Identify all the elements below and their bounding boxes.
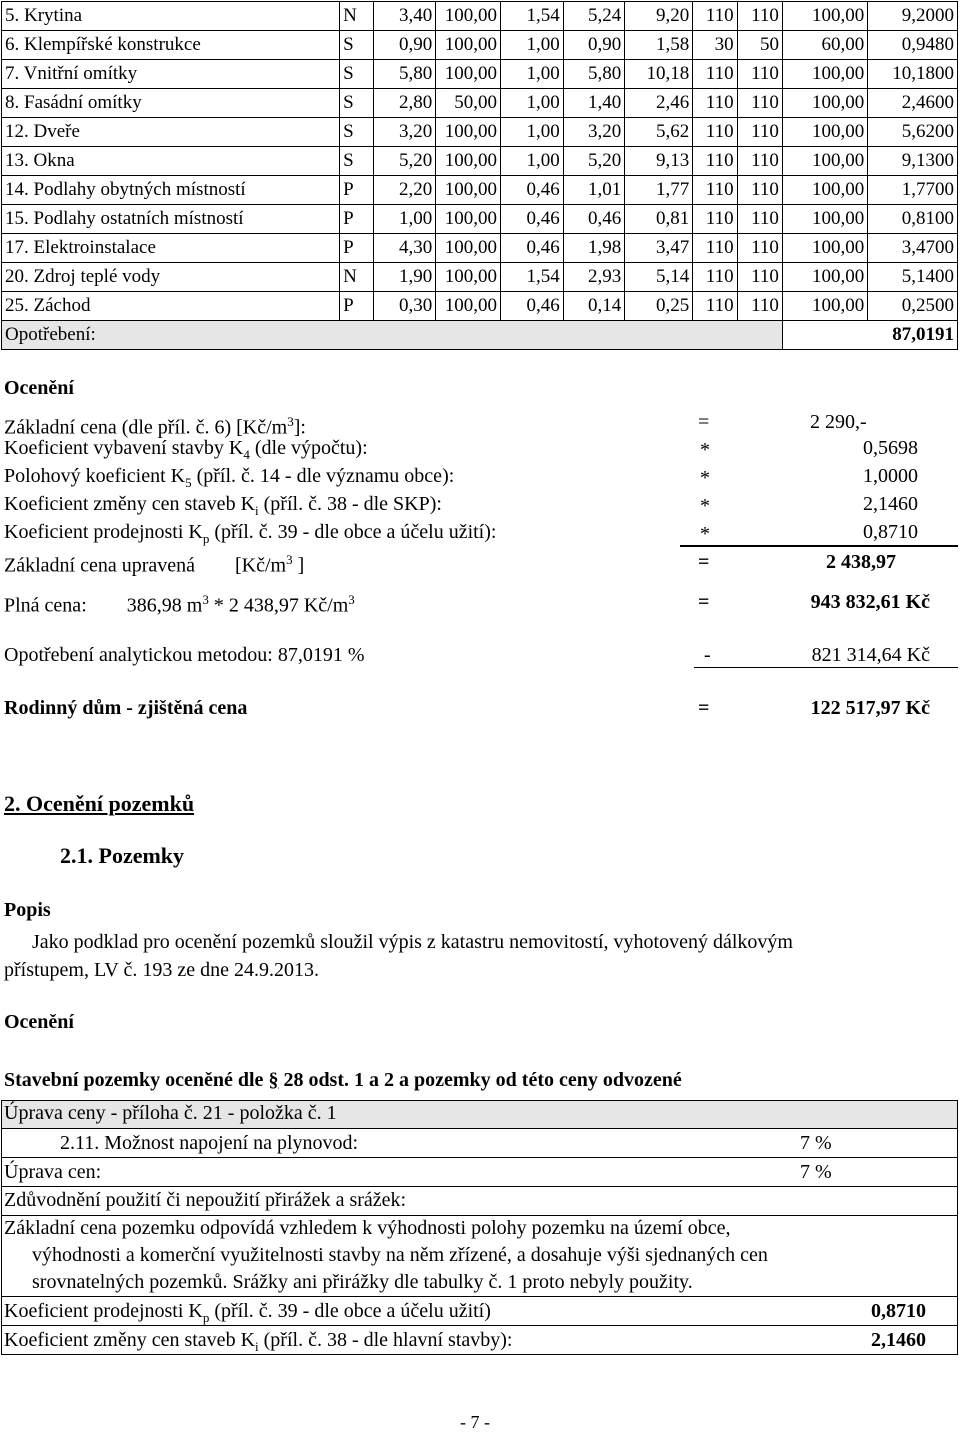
kp-op: * xyxy=(700,523,710,545)
wear-row-cell: 0,46 xyxy=(501,234,564,263)
wear-row-cell: 110 xyxy=(693,176,737,205)
wear-row-name: 8. Fasádní omítky xyxy=(2,89,340,118)
wear-row-cell: 5,20 xyxy=(563,147,625,176)
wear-row-cell: 100,00 xyxy=(782,205,867,234)
wear-row-cell: 2,46 xyxy=(625,89,693,118)
wear-row-name: 14. Podlahy obytných místností xyxy=(2,176,340,205)
land-kp-label: Koeficient prodejnosti $K_p$ (příl. č. 39 - dle obce a účelu užití) xyxy=(4,1300,491,1325)
wear-row-cell: 110 xyxy=(693,292,737,321)
wear-row-cell: 0,46 xyxy=(563,205,625,234)
wear-row-type: S xyxy=(340,60,373,89)
popis-heading: Popis xyxy=(4,899,51,921)
wear-row-cell: 110 xyxy=(737,60,782,89)
uprava-ceny-label: Úprava ceny - příloha č. 21 - položka č. 1 xyxy=(4,1102,337,1124)
full-price-label: Plná cena: 386,98 $m^3 * 2$ 438,97 $Kč/m^3$ xyxy=(4,592,355,617)
wear-row-cell: 1,54 xyxy=(501,263,564,292)
wear-row-cell: 0,90 xyxy=(373,31,436,60)
wear-row-cell: 1,90 xyxy=(373,263,436,292)
wear-row-cell: 0,8100 xyxy=(868,205,958,234)
valuation-heading: Ocenění xyxy=(4,377,74,399)
wear-row-cell: 100,00 xyxy=(436,31,501,60)
wear-row-cell: 10,18 xyxy=(625,60,693,89)
wear-row-cell: 100,00 xyxy=(782,176,867,205)
page-number: - 7 - xyxy=(460,1412,490,1432)
land-kp-value: 0,8710 xyxy=(871,1300,926,1322)
wear-row-cell: 0,81 xyxy=(625,205,693,234)
ki-label: Koeficient změny cen staveb $K_i$ (příl. č. 38 - dle SKP): xyxy=(4,493,442,518)
wear-row-cell: 50,00 xyxy=(436,89,501,118)
wear-row-cell: 1,40 xyxy=(563,89,625,118)
wear-row-cell: 110 xyxy=(693,263,737,292)
result-value: 122 517,97 Kč xyxy=(810,697,930,719)
wear-row-type: P xyxy=(340,292,373,321)
wear-row-cell: 100,00 xyxy=(436,60,501,89)
wear-row-cell: 3,20 xyxy=(373,118,436,147)
wear-row-cell: 100,00 xyxy=(782,234,867,263)
wear-row-cell: 2,20 xyxy=(373,176,436,205)
wear-row-cell: 110 xyxy=(737,292,782,321)
wear-row-cell: 100,00 xyxy=(436,263,501,292)
wear-row-name: 20. Zdroj teplé vody xyxy=(2,263,340,292)
wear-row-cell: 110 xyxy=(737,118,782,147)
zduvodneni-label: Zdůvodnění použití či nepoužití přirážek a srážek: xyxy=(4,1189,407,1211)
wear-row-type: P xyxy=(340,234,373,263)
wear-row-type: P xyxy=(340,176,373,205)
wear-row-cell: 100,00 xyxy=(782,292,867,321)
wear-row-cell: 1,7700 xyxy=(868,176,958,205)
k4-value: 0,5698 xyxy=(863,437,918,459)
full-price-value: 943 832,61 Kč xyxy=(810,591,930,613)
base-price-value: 2 290,- xyxy=(810,411,867,433)
wear-rule xyxy=(694,667,958,668)
wear-row-cell: 110 xyxy=(693,118,737,147)
wear-row-cell: 2,4600 xyxy=(868,89,958,118)
wear-method-value: 821 314,64 Kč xyxy=(811,644,930,666)
wear-method-label: Opotřebení analytickou metodou: 87,0191 % xyxy=(4,644,365,666)
wear-row-cell: 5,80 xyxy=(373,60,436,89)
wear-row-cell: 100,00 xyxy=(436,176,501,205)
sum-rule xyxy=(680,545,958,547)
wear-row-cell: 110 xyxy=(737,263,782,292)
wear-row xyxy=(2,89,958,118)
k4-op: * xyxy=(700,439,710,461)
wear-row-name: 5. Krytina xyxy=(2,2,340,31)
k4-label: Koeficient vybavení stavby $K_4$ (dle výpočtu): xyxy=(4,437,368,462)
result-label: Rodinný dům - zjištěná cena xyxy=(4,697,248,719)
adjusted-value: 2 438,97 xyxy=(826,551,896,573)
wear-row xyxy=(2,118,958,147)
wear-table xyxy=(1,1,958,350)
wear-row-cell: 5,24 xyxy=(563,2,625,31)
uprava-cen-label: Úprava cen: xyxy=(4,1161,102,1183)
wear-row-name: 13. Okna xyxy=(2,147,340,176)
subsection-title: 2.1. Pozemky xyxy=(60,843,185,868)
wear-row-cell: 0,30 xyxy=(373,292,436,321)
wear-row-cell: 1,58 xyxy=(625,31,693,60)
wear-row-cell: 0,25 xyxy=(625,292,693,321)
stavebni-heading: Stavební pozemky oceněné dle § 28 odst. 1 a 2 a pozemky od této ceny odvozené xyxy=(4,1069,682,1091)
wear-row-cell: 1,00 xyxy=(501,89,564,118)
wear-row-cell: 3,40 xyxy=(373,2,436,31)
wear-row-cell: 5,62 xyxy=(625,118,693,147)
wear-row-type: N xyxy=(340,2,373,31)
wear-row-cell: 0,14 xyxy=(563,292,625,321)
wear-row-cell: 3,4700 xyxy=(868,234,958,263)
wear-row-cell: 1,00 xyxy=(373,205,436,234)
popis-line-1: Jako podklad pro ocenění pozemků sloužil výpis z katastru nemovitostí, vyhotovený dálkovým xyxy=(32,931,793,953)
k5-label: Polohový koeficient $K_5$ (příl. č. 14 - dle významu obce): xyxy=(4,465,455,490)
wear-row-cell: 110 xyxy=(737,89,782,118)
wear-row-cell: 2,93 xyxy=(563,263,625,292)
wear-row-cell: 5,1400 xyxy=(868,263,958,292)
wear-row-cell: 9,20 xyxy=(625,2,693,31)
wear-row-cell: 1,01 xyxy=(563,176,625,205)
justification-line-2: výhodnosti a komerční využitelnosti stavby na něm zřízené, a dosahuje výši sjednaných cen xyxy=(32,1244,768,1266)
wear-row-cell: 9,13 xyxy=(625,147,693,176)
wear-row-cell: 110 xyxy=(737,147,782,176)
wear-row-cell: 0,46 xyxy=(501,205,564,234)
kp-value: 0,8710 xyxy=(863,521,918,543)
wear-row-cell: 1,77 xyxy=(625,176,693,205)
wear-row-cell: 110 xyxy=(737,2,782,31)
wear-total-label: Opotřebení: xyxy=(2,321,783,350)
wear-row xyxy=(2,147,958,176)
wear-method-op: - xyxy=(704,644,711,666)
justification-line-1: Základní cena pozemku odpovídá vzhledem k výhodnosti polohy pozemku na území obce, xyxy=(4,1217,731,1239)
wear-row xyxy=(2,292,958,321)
wear-row-type: S xyxy=(340,89,373,118)
wear-row xyxy=(2,176,958,205)
k5-op: * xyxy=(700,467,710,489)
wear-row-cell: 1,00 xyxy=(501,60,564,89)
popis-line-2: přístupem, LV č. 193 ze dne 24.9.2013. xyxy=(4,959,319,981)
wear-row xyxy=(2,263,958,292)
wear-total-row xyxy=(2,321,958,350)
wear-row-cell: 5,6200 xyxy=(868,118,958,147)
wear-row-cell: 1,00 xyxy=(501,31,564,60)
land-ki-label: Koeficient změny cen staveb $K_i$ (příl. č. 38 - dle hlavní stavby): xyxy=(4,1329,513,1354)
wear-row-type: S xyxy=(340,147,373,176)
k5-value: 1,0000 xyxy=(863,465,918,487)
wear-row-cell: 1,54 xyxy=(501,2,564,31)
wear-row-cell: 100,00 xyxy=(436,118,501,147)
land-ki-value: 2,1460 xyxy=(871,1329,926,1351)
wear-row-cell: 9,2000 xyxy=(868,2,958,31)
wear-row xyxy=(2,2,958,31)
wear-row-cell: 110 xyxy=(693,89,737,118)
wear-row-cell: 50 xyxy=(737,31,782,60)
wear-row xyxy=(2,60,958,89)
wear-row-name: 17. Elektroinstalace xyxy=(2,234,340,263)
wear-row-type: N xyxy=(340,263,373,292)
wear-row-type: P xyxy=(340,205,373,234)
wear-row-cell: 30 xyxy=(693,31,737,60)
plynovod-value: 7 % xyxy=(800,1132,832,1154)
wear-row-cell: 5,20 xyxy=(373,147,436,176)
wear-row-cell: 10,1800 xyxy=(868,60,958,89)
wear-row-cell: 1,00 xyxy=(501,118,564,147)
wear-row-cell: 110 xyxy=(693,60,737,89)
wear-row-cell: 4,30 xyxy=(373,234,436,263)
full-price-op: = xyxy=(698,591,710,613)
wear-row-type: S xyxy=(340,118,373,147)
wear-row xyxy=(2,205,958,234)
section-title: 2. Ocenění pozemků xyxy=(4,791,195,816)
wear-row-cell: 5,80 xyxy=(563,60,625,89)
wear-row-cell: 100,00 xyxy=(436,234,501,263)
wear-row-cell: 1,00 xyxy=(501,147,564,176)
wear-row-cell: 100,00 xyxy=(436,205,501,234)
kp-label: Koeficient prodejnosti $K_p$ (příl. č. 39 - dle obce a účelu užití): xyxy=(4,521,497,546)
ki-op: * xyxy=(700,495,710,517)
wear-row xyxy=(2,31,958,60)
wear-row-cell: 110 xyxy=(693,205,737,234)
wear-row-cell: 0,46 xyxy=(501,176,564,205)
wear-row-cell: 100,00 xyxy=(782,118,867,147)
wear-row-name: 12. Dveře xyxy=(2,118,340,147)
wear-row-name: 25. Záchod xyxy=(2,292,340,321)
wear-row-cell: 100,00 xyxy=(436,292,501,321)
wear-row-cell: 100,00 xyxy=(782,147,867,176)
wear-row-cell: 110 xyxy=(737,205,782,234)
ki-value: 2,1460 xyxy=(863,493,918,515)
land-oceneni-heading: Ocenění xyxy=(4,1011,74,1033)
wear-row-cell: 100,00 xyxy=(782,89,867,118)
wear-row-cell: 110 xyxy=(693,234,737,263)
wear-row-cell: 100,00 xyxy=(782,263,867,292)
wear-row-name: 15. Podlahy ostatních místností xyxy=(2,205,340,234)
wear-row-name: 7. Vnitřní omítky xyxy=(2,60,340,89)
base-price-op: = xyxy=(698,411,710,433)
justification-line-3: srovnatelných pozemků. Srážky ani přirážky dle tabulky č. 1 proto nebyly použity. xyxy=(32,1271,693,1293)
wear-row-cell: 110 xyxy=(737,234,782,263)
wear-total-value: 87,0191 xyxy=(782,321,957,350)
wear-row-cell: 100,00 xyxy=(436,2,501,31)
wear-row-cell: 110 xyxy=(693,2,737,31)
wear-row-cell: 100,00 xyxy=(436,147,501,176)
wear-row-cell: 60,00 xyxy=(782,31,867,60)
wear-row-type: S xyxy=(340,31,373,60)
wear-row-cell: 110 xyxy=(693,147,737,176)
wear-row-cell: 3,47 xyxy=(625,234,693,263)
wear-row xyxy=(2,234,958,263)
adjusted-label: Základní cena upravená [$Kč/m^3$ ] xyxy=(4,552,305,577)
wear-row-name: 6. Klempířské konstrukce xyxy=(2,31,340,60)
adjusted-op: = xyxy=(698,551,710,573)
wear-row-cell: 0,9480 xyxy=(868,31,958,60)
wear-row-cell: 5,14 xyxy=(625,263,693,292)
result-op: = xyxy=(698,697,710,719)
wear-row-cell: 1,98 xyxy=(563,234,625,263)
wear-row-cell: 2,80 xyxy=(373,89,436,118)
plynovod-label: 2.11. Možnost napojení na plynovod: xyxy=(60,1132,359,1154)
wear-row-cell: 110 xyxy=(737,176,782,205)
wear-row-cell: 0,2500 xyxy=(868,292,958,321)
wear-row-cell: 0,46 xyxy=(501,292,564,321)
wear-row-cell: 0,90 xyxy=(563,31,625,60)
base-price-label: Základní cena (dle příl. č. 6) $[Kč/m^3]$: xyxy=(4,414,306,439)
wear-row-cell: 100,00 xyxy=(782,2,867,31)
uprava-cen-value: 7 % xyxy=(800,1161,832,1183)
wear-row-cell: 9,1300 xyxy=(868,147,958,176)
wear-row-cell: 3,20 xyxy=(563,118,625,147)
wear-row-cell: 100,00 xyxy=(782,60,867,89)
